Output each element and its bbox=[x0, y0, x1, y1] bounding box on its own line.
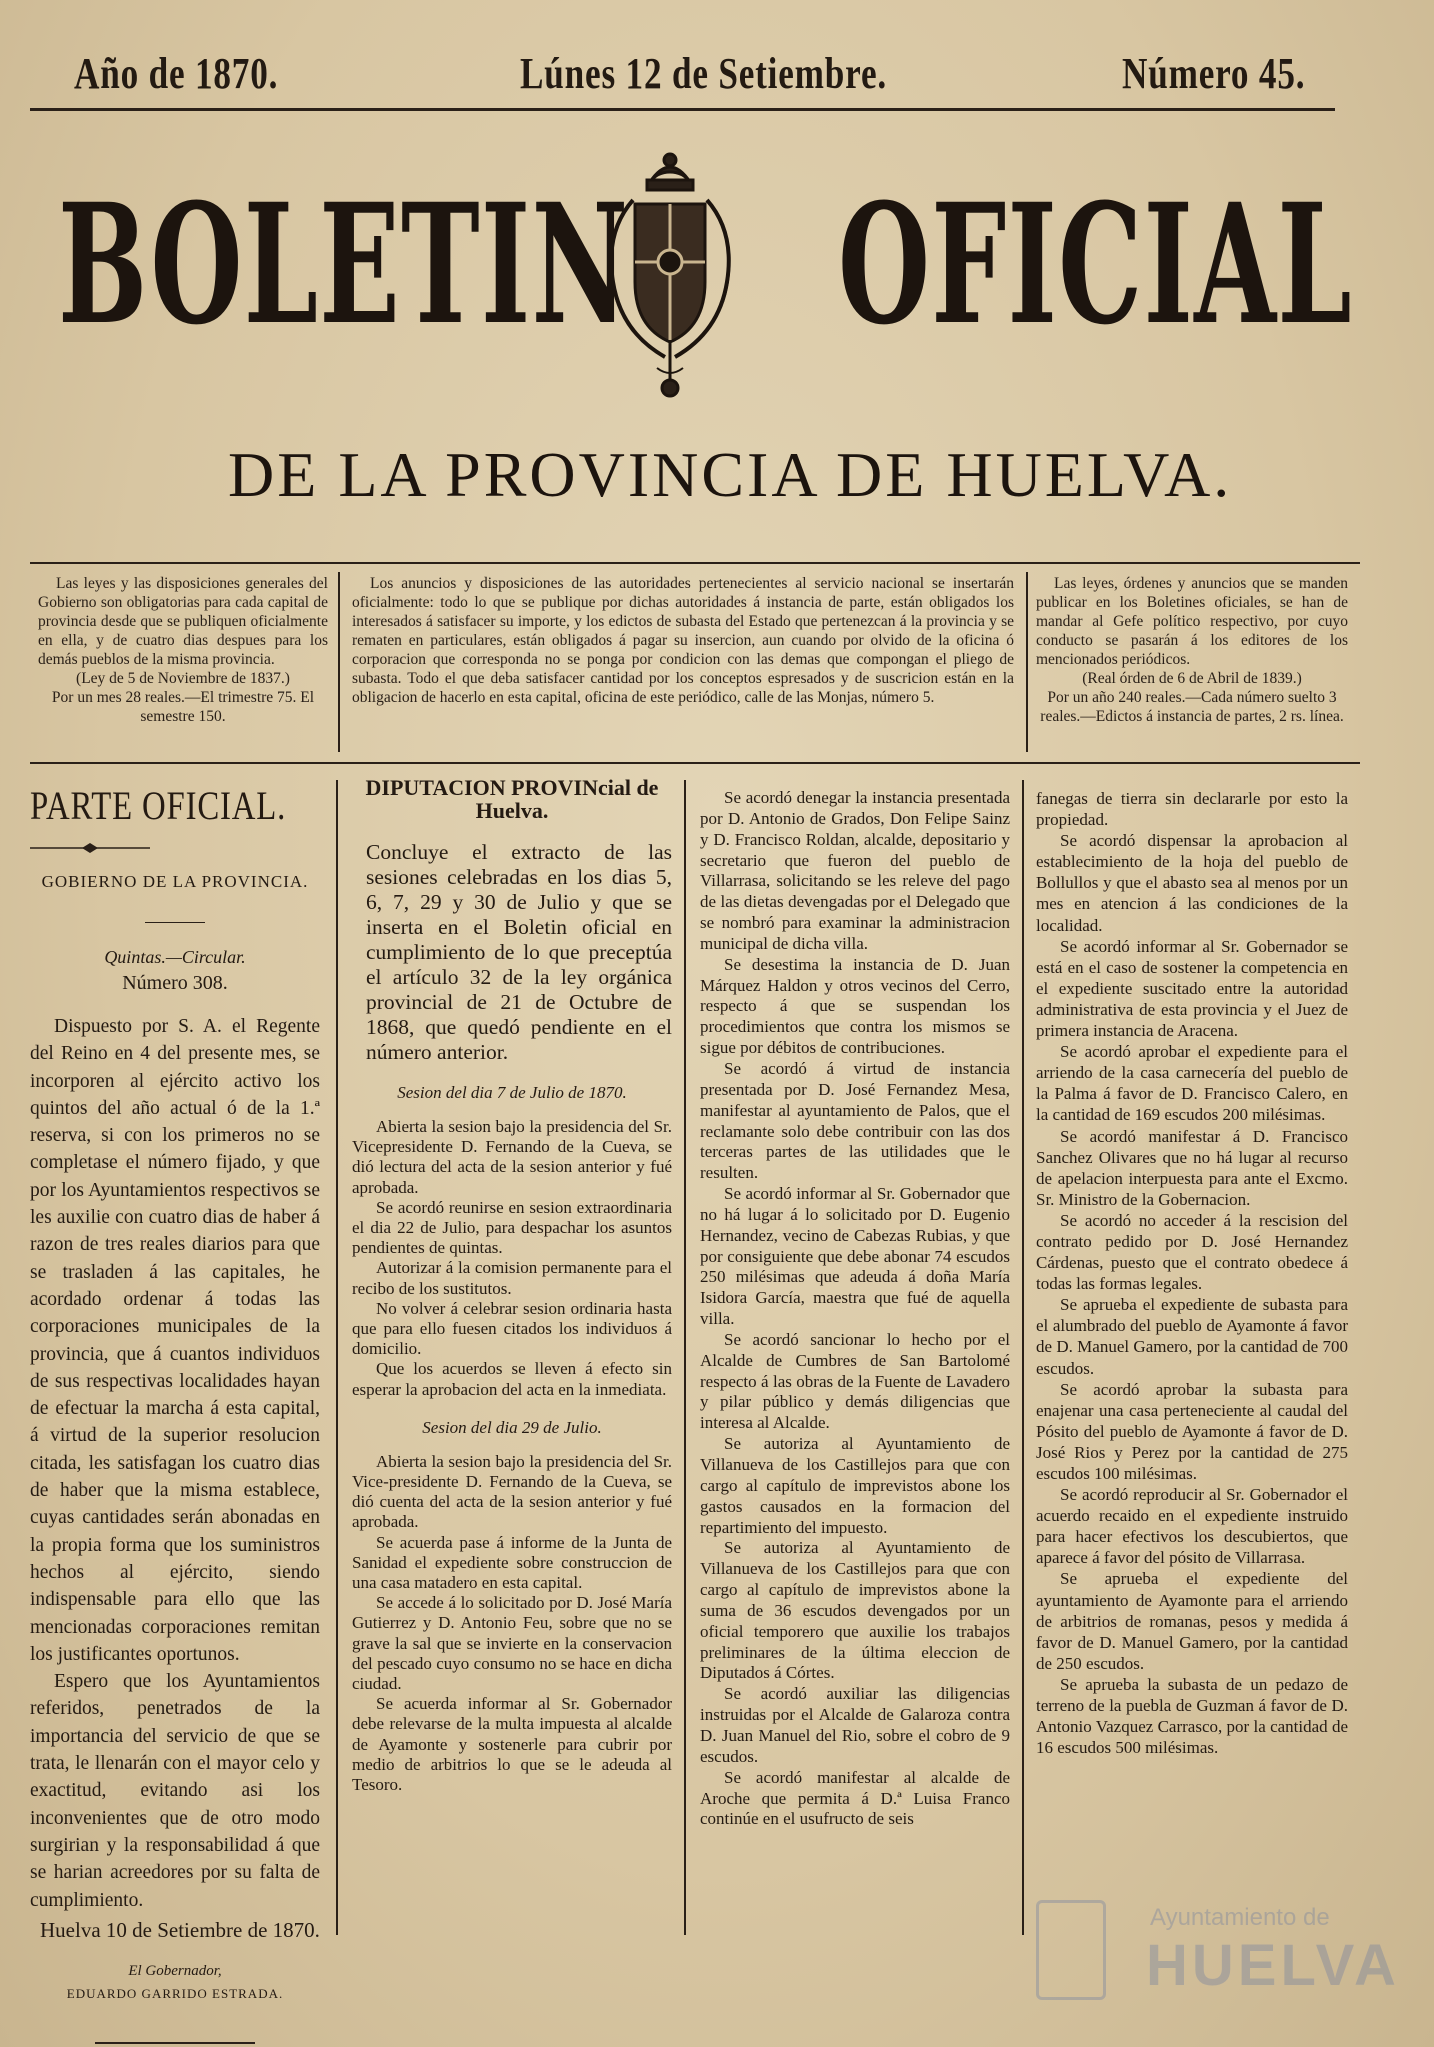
session-heading: Sesion del dia 7 de Julio de 1870. bbox=[397, 1083, 627, 1102]
paragraph: Autorizar á la comision permanente para el recibo de los sustitutos. bbox=[352, 1258, 672, 1298]
columns-top-rule bbox=[30, 762, 1360, 764]
paragraph: Se desestima la instancia de D. Juan Márquez Haldon y otros vecinos del Cerro, respecto á que se suspendan los procedimientos que contra los mismos se sigue por débitos de contribuciones. bbox=[700, 954, 1010, 1058]
issue-date: Lúnes 12 de Setiembre. bbox=[520, 49, 887, 98]
paragraph: Se acordó denegar la instancia presentada por D. Antonio de Grados, Don Felipe Sainz y D. Francisco Roldan, alcalde, depositario y secretario que fueron del pueblo de Villarrasa, solicitando se les releve del pago de las dietas devengadas por el Delegado que se nombró para examinar la administracion municipal de dicha villa. bbox=[700, 788, 1010, 953]
notice-right bbox=[1036, 574, 1348, 726]
paragraph: Se acordó dispensar la aprobacion al establecimiento de la hoja del pueblo de Bollullos y que el abasto sea al menos por un mes en atencion á las condiciones de la localidad. bbox=[1036, 831, 1348, 935]
notice-right-order: (Real órden de 6 de Abril de 1839.) bbox=[1082, 670, 1302, 687]
office-heading: GOBIERNO DE LA PROVINCIA. bbox=[41, 872, 309, 891]
paragraph: Se acordó á virtud de instancia presentada por D. José Fernandez Mesa, manifestar al ayuntamiento de Palos, que el reclamante solo debe contribuir con las dos terceras partes de las utilidades que le resulten. bbox=[700, 1058, 1010, 1183]
circular-subject: Quintas.—Circular. bbox=[104, 947, 246, 967]
paragraph: Se aprueba la subasta de un pedazo de terreno de la puebla de Guzman á favor de D. Antonio Vazquez Carrasco, por la cantidad de 16 escudos 500 milésimas. bbox=[1036, 1674, 1348, 1758]
masthead-title-right: OFICIAL bbox=[838, 167, 1353, 361]
archive-watermark bbox=[1030, 1880, 1400, 2020]
paragraph: fanegas de tierra sin declararle por esto la propiedad. bbox=[1036, 789, 1348, 830]
session-body bbox=[352, 1452, 672, 1795]
coat-of-arms-icon bbox=[595, 142, 745, 408]
paragraph: Se accede á lo solicitado por D. José María Gutierrez y D. Antonio Feu, sobre que no se grave la sal que se invierte en la conservacion del pescado cuyo consumo no se hace en dicha ciudad. bbox=[352, 1593, 672, 1694]
notice-left-price: Por un mes 28 reales.—El trimestre 75. El semestre 150. bbox=[51, 689, 315, 725]
signature-date: Huelva 10 de Setiembre de 1870. bbox=[40, 1917, 320, 1942]
notice-left bbox=[38, 574, 328, 726]
paragraph: Espero que los Ayuntamientos referidos, penetrados de la importancia del servicio de que se trata, le llenarán con el mayor celo y exactitud, evitando asi los inconvenientes que de otro modo surgirian y la responsabilidad á que se harian acreedores por su falta de cumplimiento. bbox=[30, 1671, 320, 1911]
column-4-body bbox=[1036, 788, 1348, 1758]
paragraph: Se acordó informar al Sr. Gobernador se está en el caso de sostener la competencia en el expediente suscitado entre la autoridad administrativa de esta provincia y el Juez de primera instancia de Aracena. bbox=[1036, 936, 1348, 1041]
paragraph: Se acuerda informar al Sr. Gobernador debe relevarse de la multa impuesta al alcalde de Ayamonte y sostenerle para cubrir por medio de arbitrios lo que se le adeuda al Tesoro. bbox=[352, 1694, 672, 1795]
column-divider bbox=[336, 780, 338, 1935]
paragraph: Se acordó informar al Sr. Gobernador que no há lugar á lo solicitado por D. Eugenio Hernandez, vecino de Cabezas Rubias, y que por consiguiente que debe abonar 74 escudos 250 milésimas que adeuda á doña María Isidora García, maestra que fué de aquella villa. bbox=[700, 1184, 1010, 1329]
notice-divider-2 bbox=[1026, 572, 1028, 752]
paragraph: Se acuerda pase á informe de la Junta de Sanidad el expediente sobre construccion de una casa matadero en esta capital. bbox=[352, 1532, 672, 1593]
end-rule bbox=[95, 2042, 255, 2044]
column-3-body bbox=[700, 788, 1010, 1830]
issue-year: Año de 1870. bbox=[74, 49, 279, 98]
notice-left-text: Las leyes y las disposiciones generales del Gobierno son obligatorias para cada capital de provincia desde que se publiquen oficialmente en ella, y de cuatro dias despues para los demás pueblos de la misma provincia. bbox=[38, 575, 328, 668]
paragraph: Abierta la sesion bajo la presidencia del Sr. Vicepresidente D. Fernando de la Cueva, se dió lectura del acta de la sesion anterior y fué aprobada. bbox=[352, 1117, 672, 1197]
paragraph: Se autoriza al Ayuntamiento de Villanueva de los Castillejos para que con cargo al capítulo de imprevistos abone la suma de 36 escudos devengados por un oficial temporero que auxilie los trabajos preliminares de la última eleccion de Diputados á Córtes. bbox=[700, 1538, 1010, 1683]
paragraph: Se acordó reproducir al Sr. Gobernador el acuerdo recaido en el expediente instruido para hacer efectivos los descubiertos, que aparece á favor del pósito de Villarrasa. bbox=[1036, 1485, 1348, 1568]
issue-number: Número 45. bbox=[1122, 49, 1306, 98]
paragraph: No volver á celebrar sesion ordinaria hasta que para ello fuesen citados los individuos á domicilio. bbox=[352, 1298, 672, 1359]
paragraph: Dispuesto por S. A. el Regente del Reino en 4 del presente mes, se incorporen al ejército activo los quintos del año actual ó de la 1.ª reserva, si con los primeros no se completase el número fijado, y que por los Ayuntamientos respectivos se les auxilie con cuatro dias de haber á razon de tres reales diarios para que se trasladen á las capitales, he acordado ordenar á todas las corporaciones municipales de la provincia, que á cuantos individuos de sus respectivas localidades hayan de efectuar la marcha á esta capital, á virtud de la superior resolucion citada, les satisfagan los cuatro dias de haber que la misma establece, cuyas cantidades serán abonadas en la propia forma que los suministros hechos al ejército, siendo indispensable para ello que las mencionadas corporaciones remitan los justificantes oportunos. bbox=[30, 1016, 320, 1665]
notice-center-text: Los anuncios y disposiciones de las autoridades pertenecientes al servicio nacional se insertarán oficialmente: todo lo que se publique por dichas autoridades á instancia de parte, están obligados los interesados á satisfacer su importe, y los edictos de subasta del Estado que pertenezcan á la provincia y se rematen en particulares, están obligados á pagar su insercion, aun cuando por olvido de la oficina ó corporacion que corresponda no se ponga por condicion con las demas que compongan el pliego de subasta. Todo el que deba satisfacer cantidad por los conceptos espresados y de suscricion están en la obligacion de hacerlo en esta capital, oficina de este periódico, calle de las Monjas, número 5. bbox=[352, 575, 1014, 706]
column-divider bbox=[1022, 780, 1024, 1935]
divider bbox=[145, 922, 205, 923]
watermark-line-2: HUELVA bbox=[1146, 1933, 1400, 1998]
notice-right-price: Por un año 240 reales.—Cada número suelto 3 reales.—Edictos á instancia de partes, 2 rs. línea. bbox=[1040, 689, 1344, 725]
masthead-title-left: BOLETIN bbox=[58, 167, 630, 361]
notice-center bbox=[352, 574, 1014, 707]
notice-divider-1 bbox=[338, 572, 340, 752]
top-rule bbox=[30, 108, 1335, 111]
column-3 bbox=[700, 788, 1010, 1830]
paragraph: Se acordó reunirse en sesion extraordinaria el dia 22 de Julio, para despachar los asuntos pendientes de quintas. bbox=[352, 1197, 672, 1258]
paragraph: Se acordó manifestar á D. Francisco Sanchez Olivares que no há lugar al recurso de apelacion interpuesta para ante el Excmo. Sr. Ministro de la Gobernacion. bbox=[1036, 1126, 1348, 1209]
paragraph: Que los acuerdos se lleven á efecto sin esperar la aprobacion del acta en la inmediata. bbox=[352, 1359, 672, 1399]
masthead-subtitle: DE LA PROVINCIA DE HUELVA. bbox=[228, 439, 1233, 510]
paragraph: Se acordó no acceder á la rescision del contrato pedido por D. José Hernandez Cárdenas, puesto que el contrato obedece á todas las formas legales. bbox=[1036, 1210, 1348, 1294]
signer-name: EDUARDO GARRIDO ESTRADA. bbox=[66, 1985, 284, 2001]
watermark-line-1: Ayuntamiento de bbox=[1150, 1904, 1330, 1931]
session-heading: Sesion del dia 29 de Julio. bbox=[422, 1417, 602, 1437]
notice-left-law: (Ley de 5 de Noviembre de 1837.) bbox=[76, 670, 290, 687]
column-parte-oficial bbox=[30, 776, 320, 2044]
paragraph: Se autoriza al Ayuntamiento de Villanueva de los Castillejos para que con cargo al capítulo de imprevistos abone los gastos causados en la formacion del repartimiento del impuesto. bbox=[700, 1434, 1010, 1537]
section-title: PARTE OFICIAL. bbox=[30, 783, 287, 828]
diputacion-heading: DIPUTACION PROVINcial de Huelva. bbox=[365, 775, 659, 823]
extract-intro: Concluye el extracto de las sesiones celebradas en los dias 5, 6, 7, 29 y 30 de Julio y que se inserta en el Boletin oficial en cumplimiento de lo que preceptúa el artículo 32 de la ley orgánica provincial de 21 de Octubre de 1868, que quedó pendiente en el número anterior. bbox=[366, 840, 672, 1064]
watermark-logo-icon bbox=[1036, 1900, 1106, 2000]
signer-title: El Gobernador, bbox=[128, 1962, 222, 1979]
paragraph: Se acordó aprobar la subasta para enajenar una casa perteneciente al caudal del Pósito del pueblo de Ayamonte á favor de D. José Rios y Perez por la cantidad de 275 escudos 100 milésimas. bbox=[1036, 1379, 1348, 1483]
paragraph: Se acordó manifestar al alcalde de Aroche que permita á D.ª Luisa Franco continúe en el usufructo de seis bbox=[700, 1767, 1010, 1829]
paragraph: Se aprueba el expediente de subasta para el alumbrado del pueblo de Ayamonte á favor de D. Manuel Gamero, por la cantidad de 700 escudos. bbox=[1036, 1295, 1348, 1378]
paragraph: Se acordó sancionar lo hecho por el Alcalde de Cumbres de San Bartolomé respecto á las obras de la Fuente de Lavadero y pilar público y demás diligencias que interesa al Alcalde. bbox=[700, 1329, 1010, 1433]
paragraph: Se aprueba el expediente del ayuntamiento de Ayamonte para el arriendo de arbitrios de romanas, pesos y medida á favor de D. Manuel Gamero, por la cantidad de 250 escudos. bbox=[1036, 1569, 1348, 1673]
notice-right-text: Las leyes, órdenes y anuncios que se manden publicar en los Boletines oficiales, se han de mandar al Gefe político respectivo, por cuyo conducto se pasarán á los editores de los mencionados periódicos. bbox=[1036, 575, 1348, 668]
issue-line bbox=[70, 48, 1340, 104]
paragraph: Se acordó aprobar el expediente para el arriendo de la casa carnecería del pueblo de la Palma á favor de D. Francisco Calero, en la cantidad de 169 escudos 200 milésimas. bbox=[1036, 1042, 1348, 1125]
column-4 bbox=[1036, 788, 1348, 1758]
paragraph: Abierta la sesion bajo la presidencia del Sr. Vice-presidente D. Fernando de la Cueva, se dió cuenta del acta de la sesion anterior y fué aprobada. bbox=[352, 1451, 672, 1532]
circular-number: Número 308. bbox=[122, 972, 228, 994]
paragraph: Se acordó auxiliar las diligencias instruidas por el Alcalde de Galaroza contra D. Juan Manuel del Rio, sobre el cobro de 9 escudos. bbox=[700, 1684, 1010, 1766]
session-body bbox=[352, 1117, 672, 1400]
notice-top-rule bbox=[30, 562, 1360, 564]
column-diputacion bbox=[352, 776, 672, 1795]
column-divider bbox=[684, 780, 686, 1935]
ornament-icon bbox=[30, 843, 150, 853]
circular-body bbox=[30, 1013, 320, 1914]
